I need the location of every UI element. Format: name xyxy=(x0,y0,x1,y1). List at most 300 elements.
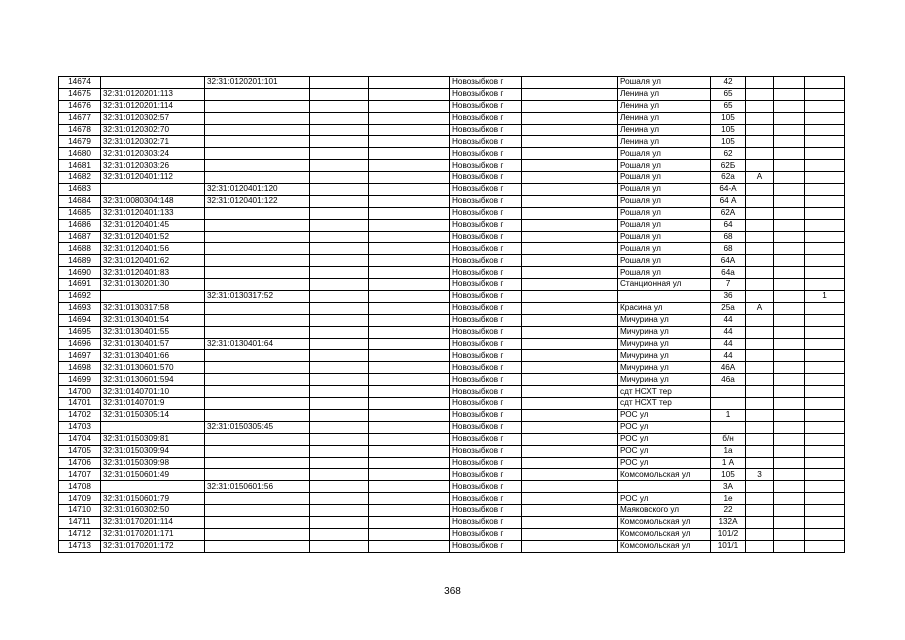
house-number-cell: 25а xyxy=(711,302,746,314)
empty-cell xyxy=(369,326,450,338)
empty-cell xyxy=(522,540,618,552)
cadastral-number-2-cell: 32:31:0120201:101 xyxy=(205,77,310,89)
settlement-cell: Новозыбков г xyxy=(450,219,522,231)
row-number-cell: 14674 xyxy=(59,77,101,89)
table-row xyxy=(59,279,845,291)
table-row xyxy=(59,100,845,112)
street-cell: Комсомольская ул xyxy=(618,528,711,540)
empty-cell xyxy=(522,516,618,528)
cadastral-number-cell: 32:31:0150309:98 xyxy=(101,457,205,469)
empty-cell xyxy=(522,267,618,279)
page-number: 368 xyxy=(444,586,461,597)
row-number-cell: 14702 xyxy=(59,409,101,421)
row-number-cell: 14694 xyxy=(59,314,101,326)
empty-cell xyxy=(774,350,805,362)
settlement-cell: Новозыбков г xyxy=(450,231,522,243)
empty-cell xyxy=(310,350,369,362)
house-number-cell: 62а xyxy=(711,172,746,184)
flag-cell xyxy=(805,481,845,493)
building-cell xyxy=(746,338,774,350)
street-cell: Ленина ул xyxy=(618,88,711,100)
flag-cell xyxy=(805,528,845,540)
empty-cell xyxy=(774,516,805,528)
house-number-cell: 64 А xyxy=(711,195,746,207)
house-number-cell: 7 xyxy=(711,279,746,291)
cadastral-number-cell: 32:31:0120201:114 xyxy=(101,100,205,112)
house-number-cell: 101/2 xyxy=(711,528,746,540)
empty-cell xyxy=(522,148,618,160)
cadastral-number-cell: 32:31:0170201:171 xyxy=(101,528,205,540)
empty-cell xyxy=(522,326,618,338)
settlement-cell: Новозыбков г xyxy=(450,326,522,338)
empty-cell xyxy=(522,362,618,374)
empty-cell xyxy=(369,314,450,326)
empty-cell xyxy=(522,77,618,89)
flag-cell xyxy=(805,457,845,469)
empty-cell xyxy=(774,528,805,540)
flag-cell xyxy=(805,338,845,350)
empty-cell xyxy=(310,100,369,112)
empty-cell xyxy=(774,314,805,326)
empty-cell xyxy=(522,386,618,398)
cadastral-number-cell: 32:31:0120401:56 xyxy=(101,243,205,255)
flag-cell xyxy=(805,505,845,517)
cadastral-number-2-cell xyxy=(205,469,310,481)
empty-cell xyxy=(310,540,369,552)
empty-cell xyxy=(369,421,450,433)
empty-cell xyxy=(522,112,618,124)
table-row xyxy=(59,195,845,207)
house-number-cell: 1 А xyxy=(711,457,746,469)
cadastral-number-2-cell xyxy=(205,267,310,279)
table-row xyxy=(59,362,845,374)
cadastral-number-2-cell xyxy=(205,326,310,338)
table-row xyxy=(59,445,845,457)
flag-cell xyxy=(805,231,845,243)
house-number-cell: 42 xyxy=(711,77,746,89)
flag-cell xyxy=(805,362,845,374)
cadastral-number-cell: 32:31:0120302:57 xyxy=(101,112,205,124)
street-cell: Мичурина ул xyxy=(618,374,711,386)
cadastral-number-2-cell xyxy=(205,172,310,184)
building-cell: А xyxy=(746,172,774,184)
empty-cell xyxy=(310,314,369,326)
empty-cell xyxy=(310,374,369,386)
table-row xyxy=(59,421,845,433)
house-number-cell: 3А xyxy=(711,481,746,493)
building-cell xyxy=(746,362,774,374)
settlement-cell: Новозыбков г xyxy=(450,148,522,160)
building-cell xyxy=(746,374,774,386)
house-number-cell: 105 xyxy=(711,112,746,124)
settlement-cell: Новозыбков г xyxy=(450,195,522,207)
street-cell: Ленина ул xyxy=(618,136,711,148)
row-number-cell: 14685 xyxy=(59,207,101,219)
house-number-cell: 46А xyxy=(711,362,746,374)
settlement-cell: Новозыбков г xyxy=(450,172,522,184)
row-number-cell: 14698 xyxy=(59,362,101,374)
empty-cell xyxy=(369,124,450,136)
street-cell: Маяковского ул xyxy=(618,505,711,517)
empty-cell xyxy=(310,421,369,433)
cadastral-number-cell: 32:31:0130201:30 xyxy=(101,279,205,291)
flag-cell xyxy=(805,88,845,100)
cadastral-number-cell: 32:31:0160302:50 xyxy=(101,505,205,517)
empty-cell xyxy=(522,88,618,100)
row-number-cell: 14705 xyxy=(59,445,101,457)
building-cell xyxy=(746,279,774,291)
street-cell: сдт НСХТ тер xyxy=(618,386,711,398)
cadastral-number-cell xyxy=(101,77,205,89)
row-number-cell: 14707 xyxy=(59,469,101,481)
building-cell xyxy=(746,160,774,172)
empty-cell xyxy=(774,433,805,445)
empty-cell xyxy=(310,160,369,172)
building-cell xyxy=(746,493,774,505)
cadastral-number-cell: 32:31:0120303:26 xyxy=(101,160,205,172)
table-row xyxy=(59,124,845,136)
empty-cell xyxy=(310,124,369,136)
table-row xyxy=(59,314,845,326)
row-number-cell: 14706 xyxy=(59,457,101,469)
empty-cell xyxy=(774,77,805,89)
cadastral-number-cell: 32:31:0130401:55 xyxy=(101,326,205,338)
street-cell: Ленина ул xyxy=(618,100,711,112)
cadastral-number-cell: 32:31:0120302:70 xyxy=(101,124,205,136)
empty-cell xyxy=(369,540,450,552)
street-cell: Комсомольская ул xyxy=(618,516,711,528)
empty-cell xyxy=(774,362,805,374)
empty-cell xyxy=(774,302,805,314)
street-cell: Мичурина ул xyxy=(618,338,711,350)
flag-cell xyxy=(805,160,845,172)
house-number-cell: 22 xyxy=(711,505,746,517)
empty-cell xyxy=(310,195,369,207)
empty-cell xyxy=(369,386,450,398)
empty-cell xyxy=(310,219,369,231)
table-row xyxy=(59,457,845,469)
empty-cell xyxy=(310,243,369,255)
cadastral-number-cell xyxy=(101,184,205,196)
cadastral-number-cell: 32:31:0130601:594 xyxy=(101,374,205,386)
empty-cell xyxy=(522,469,618,481)
empty-cell xyxy=(522,255,618,267)
street-cell: Мичурина ул xyxy=(618,326,711,338)
street-cell xyxy=(618,291,711,303)
flag-cell xyxy=(805,243,845,255)
settlement-cell: Новозыбков г xyxy=(450,481,522,493)
settlement-cell: Новозыбков г xyxy=(450,505,522,517)
empty-cell xyxy=(369,207,450,219)
cadastral-number-2-cell xyxy=(205,160,310,172)
cadastral-number-cell: 32:31:0150309:94 xyxy=(101,445,205,457)
empty-cell xyxy=(774,493,805,505)
flag-cell xyxy=(805,326,845,338)
house-number-cell: 105 xyxy=(711,124,746,136)
flag-cell xyxy=(805,540,845,552)
empty-cell xyxy=(774,243,805,255)
house-number-cell: 64а xyxy=(711,267,746,279)
table-row xyxy=(59,148,845,160)
settlement-cell: Новозыбков г xyxy=(450,279,522,291)
flag-cell xyxy=(805,409,845,421)
empty-cell xyxy=(522,207,618,219)
row-number-cell: 14678 xyxy=(59,124,101,136)
settlement-cell: Новозыбков г xyxy=(450,302,522,314)
empty-cell xyxy=(310,338,369,350)
empty-cell xyxy=(774,481,805,493)
cadastral-number-2-cell xyxy=(205,279,310,291)
building-cell xyxy=(746,505,774,517)
table-row xyxy=(59,481,845,493)
table-row xyxy=(59,528,845,540)
empty-cell xyxy=(774,421,805,433)
flag-cell xyxy=(805,279,845,291)
empty-cell xyxy=(774,255,805,267)
settlement-cell: Новозыбков г xyxy=(450,77,522,89)
settlement-cell: Новозыбков г xyxy=(450,243,522,255)
empty-cell xyxy=(369,457,450,469)
empty-cell xyxy=(310,184,369,196)
row-number-cell: 14684 xyxy=(59,195,101,207)
flag-cell xyxy=(805,314,845,326)
building-cell xyxy=(746,433,774,445)
row-number-cell: 14693 xyxy=(59,302,101,314)
settlement-cell: Новозыбков г xyxy=(450,255,522,267)
row-number-cell: 14692 xyxy=(59,291,101,303)
building-cell xyxy=(746,255,774,267)
empty-cell xyxy=(369,219,450,231)
empty-cell xyxy=(369,112,450,124)
empty-cell xyxy=(369,195,450,207)
cadastral-number-2-cell xyxy=(205,207,310,219)
house-number-cell: 1е xyxy=(711,493,746,505)
empty-cell xyxy=(310,326,369,338)
flag-cell xyxy=(805,112,845,124)
street-cell: РОС ул xyxy=(618,409,711,421)
street-cell: Рошаля ул xyxy=(618,172,711,184)
empty-cell xyxy=(774,469,805,481)
cadastral-number-2-cell xyxy=(205,433,310,445)
flag-cell xyxy=(805,445,845,457)
empty-cell xyxy=(522,100,618,112)
empty-cell xyxy=(369,255,450,267)
building-cell xyxy=(746,88,774,100)
house-number-cell: 62А xyxy=(711,207,746,219)
house-number-cell xyxy=(711,398,746,410)
cadastral-number-2-cell: 32:31:0150601:56 xyxy=(205,481,310,493)
empty-cell xyxy=(310,279,369,291)
street-cell: Комсомольская ул xyxy=(618,540,711,552)
empty-cell xyxy=(522,243,618,255)
settlement-cell: Новозыбков г xyxy=(450,433,522,445)
street-cell: Рошаля ул xyxy=(618,243,711,255)
empty-cell xyxy=(774,231,805,243)
cadastral-number-2-cell xyxy=(205,148,310,160)
empty-cell xyxy=(522,124,618,136)
empty-cell xyxy=(369,100,450,112)
row-number-cell: 14688 xyxy=(59,243,101,255)
flag-cell xyxy=(805,493,845,505)
building-cell xyxy=(746,136,774,148)
empty-cell xyxy=(774,398,805,410)
house-number-cell: 68 xyxy=(711,231,746,243)
cadastral-number-2-cell xyxy=(205,409,310,421)
empty-cell xyxy=(369,88,450,100)
cadastral-number-2-cell: 32:31:0130317:52 xyxy=(205,291,310,303)
cadastral-number-cell: 32:31:0150309:81 xyxy=(101,433,205,445)
row-number-cell: 14676 xyxy=(59,100,101,112)
empty-cell xyxy=(522,350,618,362)
empty-cell xyxy=(310,457,369,469)
flag-cell xyxy=(805,433,845,445)
street-cell: Рошаля ул xyxy=(618,148,711,160)
table-row xyxy=(59,219,845,231)
house-number-cell: б/н xyxy=(711,433,746,445)
flag-cell xyxy=(805,302,845,314)
empty-cell xyxy=(369,528,450,540)
settlement-cell: Новозыбков г xyxy=(450,540,522,552)
empty-cell xyxy=(310,148,369,160)
empty-cell xyxy=(369,267,450,279)
empty-cell xyxy=(310,505,369,517)
empty-cell xyxy=(774,279,805,291)
street-cell: Рошаля ул xyxy=(618,184,711,196)
empty-cell xyxy=(310,88,369,100)
empty-cell xyxy=(369,136,450,148)
building-cell xyxy=(746,540,774,552)
empty-cell xyxy=(310,302,369,314)
settlement-cell: Новозыбков г xyxy=(450,338,522,350)
street-cell: РОС ул xyxy=(618,445,711,457)
table-row xyxy=(59,172,845,184)
house-number-cell: 62 xyxy=(711,148,746,160)
empty-cell xyxy=(310,528,369,540)
cadastral-number-2-cell xyxy=(205,124,310,136)
cadastral-number-cell: 32:31:0080304:148 xyxy=(101,195,205,207)
cadastral-number-2-cell xyxy=(205,88,310,100)
cadastral-number-2-cell: 32:31:0150305:45 xyxy=(205,421,310,433)
row-number-cell: 14708 xyxy=(59,481,101,493)
cadastral-number-cell xyxy=(101,291,205,303)
settlement-cell: Новозыбков г xyxy=(450,528,522,540)
table-row xyxy=(59,160,845,172)
empty-cell xyxy=(774,148,805,160)
empty-cell xyxy=(369,148,450,160)
street-cell: РОС ул xyxy=(618,457,711,469)
empty-cell xyxy=(774,326,805,338)
house-number-cell: 44 xyxy=(711,338,746,350)
empty-cell xyxy=(774,136,805,148)
empty-cell xyxy=(774,386,805,398)
row-number-cell: 14710 xyxy=(59,505,101,517)
street-cell: Мичурина ул xyxy=(618,350,711,362)
empty-cell xyxy=(310,398,369,410)
row-number-cell: 14700 xyxy=(59,386,101,398)
row-number-cell: 14691 xyxy=(59,279,101,291)
flag-cell xyxy=(805,136,845,148)
building-cell: А xyxy=(746,302,774,314)
table-row xyxy=(59,77,845,89)
street-cell: Рошаля ул xyxy=(618,160,711,172)
empty-cell xyxy=(369,231,450,243)
building-cell xyxy=(746,386,774,398)
empty-cell xyxy=(310,516,369,528)
table-row xyxy=(59,231,845,243)
house-number-cell: 132А xyxy=(711,516,746,528)
empty-cell xyxy=(774,291,805,303)
settlement-cell: Новозыбков г xyxy=(450,267,522,279)
cadastral-number-2-cell: 32:31:0120401:122 xyxy=(205,195,310,207)
building-cell xyxy=(746,195,774,207)
empty-cell xyxy=(774,219,805,231)
house-number-cell: 105 xyxy=(711,136,746,148)
cadastral-number-2-cell: 32:31:0130401:64 xyxy=(205,338,310,350)
table-row xyxy=(59,516,845,528)
building-cell xyxy=(746,267,774,279)
empty-cell xyxy=(369,516,450,528)
building-cell xyxy=(746,481,774,493)
cadastral-number-2-cell xyxy=(205,374,310,386)
cadastral-number-2-cell xyxy=(205,362,310,374)
row-number-cell: 14704 xyxy=(59,433,101,445)
flag-cell xyxy=(805,184,845,196)
street-cell: РОС ул xyxy=(618,493,711,505)
settlement-cell: Новозыбков г xyxy=(450,493,522,505)
empty-cell xyxy=(774,445,805,457)
cadastral-number-2-cell xyxy=(205,219,310,231)
empty-cell xyxy=(369,445,450,457)
house-number-cell: 101/1 xyxy=(711,540,746,552)
row-number-cell: 14683 xyxy=(59,184,101,196)
row-number-cell: 14712 xyxy=(59,528,101,540)
house-number-cell: 44 xyxy=(711,350,746,362)
flag-cell xyxy=(805,124,845,136)
empty-cell xyxy=(522,302,618,314)
flag-cell xyxy=(805,255,845,267)
flag-cell xyxy=(805,100,845,112)
empty-cell xyxy=(310,112,369,124)
row-number-cell: 14695 xyxy=(59,326,101,338)
flag-cell xyxy=(805,421,845,433)
flag-cell xyxy=(805,172,845,184)
table-row xyxy=(59,540,845,552)
cadastral-number-2-cell xyxy=(205,505,310,517)
empty-cell xyxy=(774,409,805,421)
empty-cell xyxy=(310,493,369,505)
cadastral-number-cell: 32:31:0150601:49 xyxy=(101,469,205,481)
settlement-cell: Новозыбков г xyxy=(450,160,522,172)
street-cell: Рошаля ул xyxy=(618,77,711,89)
table-row xyxy=(59,267,845,279)
table-row xyxy=(59,184,845,196)
empty-cell xyxy=(369,350,450,362)
empty-cell xyxy=(522,398,618,410)
row-number-cell: 14699 xyxy=(59,374,101,386)
empty-cell xyxy=(369,493,450,505)
building-cell xyxy=(746,516,774,528)
settlement-cell: Новозыбков г xyxy=(450,374,522,386)
row-number-cell: 14713 xyxy=(59,540,101,552)
row-number-cell: 14696 xyxy=(59,338,101,350)
row-number-cell: 14701 xyxy=(59,398,101,410)
street-cell: Комсомольская ул xyxy=(618,469,711,481)
empty-cell xyxy=(774,184,805,196)
empty-cell xyxy=(310,409,369,421)
row-number-cell: 14711 xyxy=(59,516,101,528)
table-row xyxy=(59,409,845,421)
street-cell: Рошаля ул xyxy=(618,255,711,267)
